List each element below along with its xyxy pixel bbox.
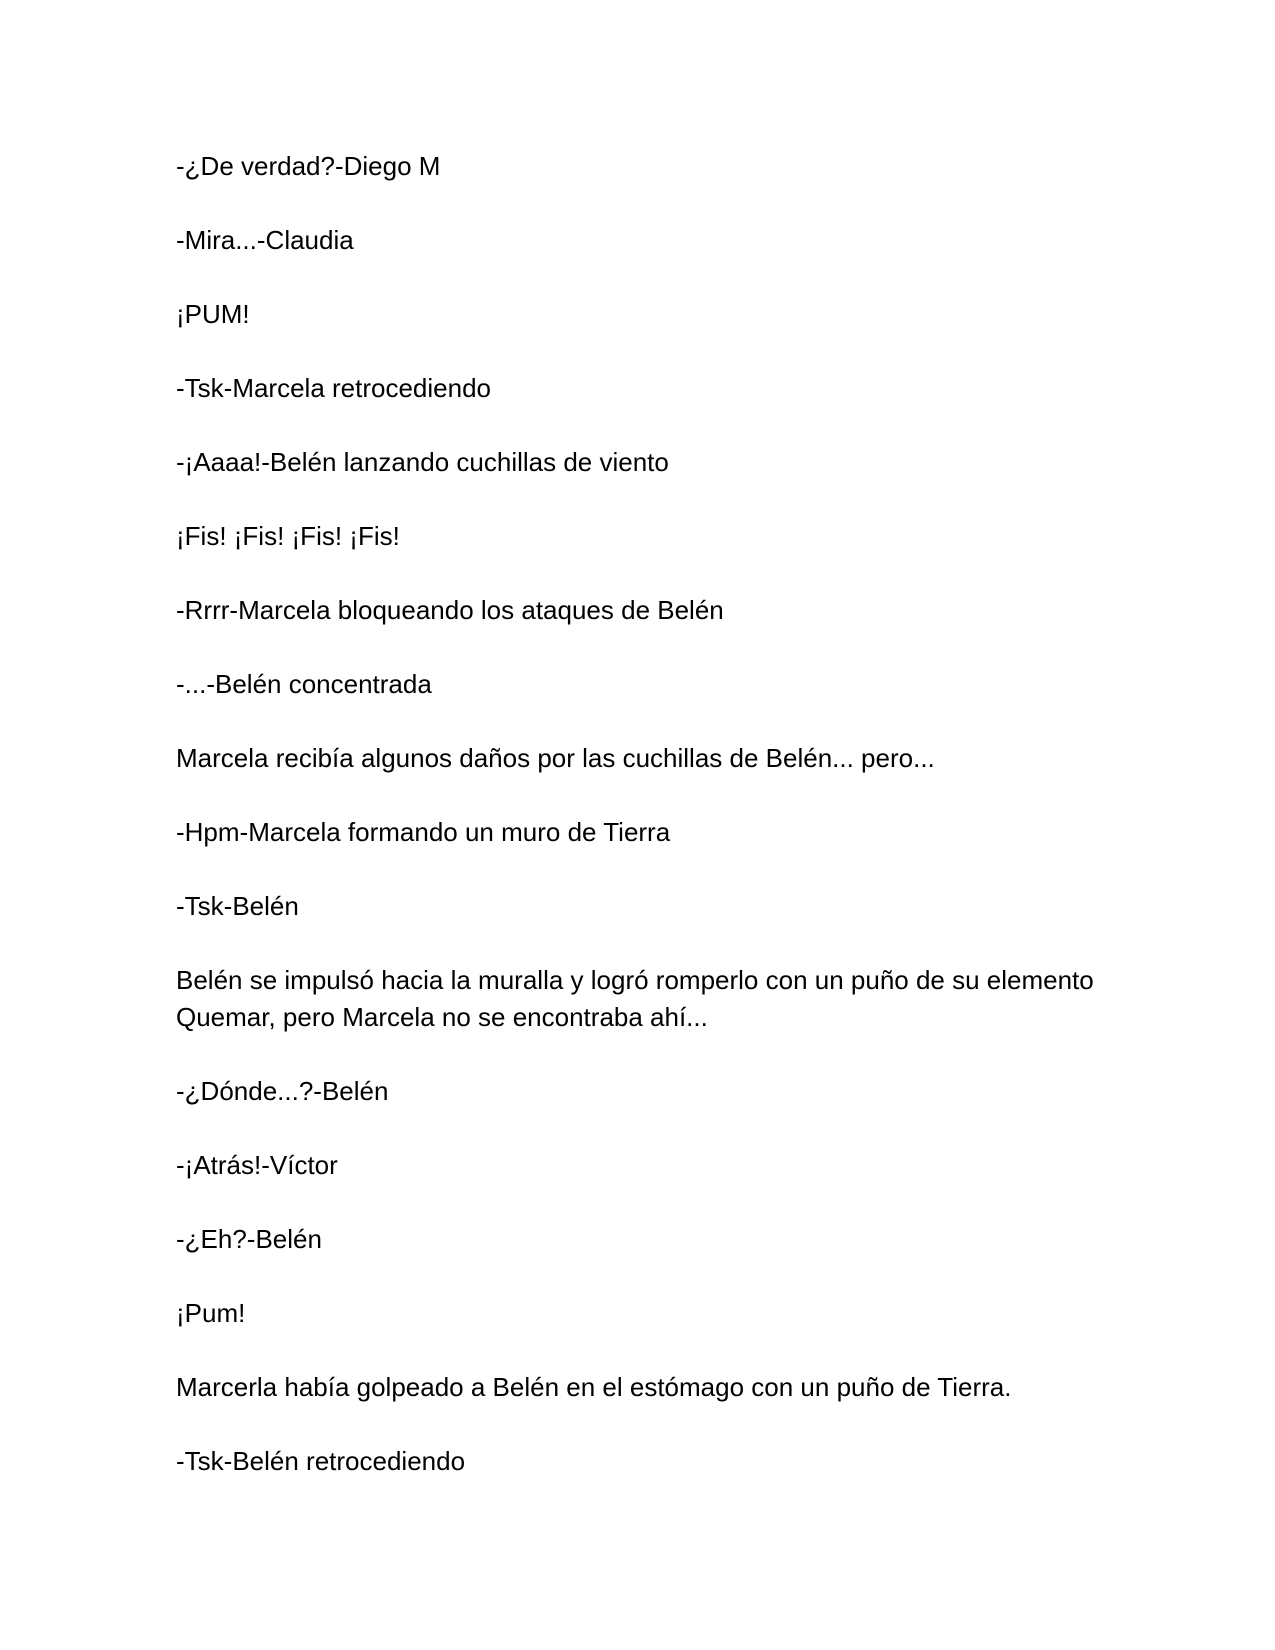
narration-paragraph: Marcela recibía algunos daños por las cuchillas de Belén... pero... (176, 743, 935, 773)
dialogue-line: -¿Dónde...?-Belén (176, 1076, 389, 1106)
dialogue-line: -Rrrr-Marcela bloqueando los ataques de Belén (176, 595, 724, 625)
dialogue-line: -Mira...-Claudia (176, 225, 354, 255)
dialogue-line: -Hpm-Marcela formando un muro de Tierra (176, 817, 671, 847)
sound-effect: ¡PUM! (176, 299, 250, 329)
narration-paragraph: Marcerla había golpeado a Belén en el estómago con un puño de Tierra. (176, 1372, 1012, 1402)
narration-paragraph: Belén se impulsó hacia la muralla y logró romperlo con un puño de su elemento Quemar, pero Marcela no se encontraba ahí... (176, 965, 1101, 1032)
sound-effect: ¡Pum! (176, 1298, 246, 1328)
dialogue-line: -¿Eh?-Belén (176, 1224, 322, 1254)
dialogue-line: -¡Atrás!-Víctor (176, 1150, 338, 1180)
dialogue-line: -¡Aaaa!-Belén lanzando cuchillas de viento (176, 447, 669, 477)
dialogue-line: -¿De verdad?-Diego M (176, 151, 441, 181)
dialogue-line: -...-Belén concentrada (176, 669, 432, 699)
document-page (176, 148, 1106, 1517)
dialogue-line: -Tsk-Marcela retrocediendo (176, 373, 492, 403)
dialogue-line: -Tsk-Belén retrocediendo (176, 1446, 466, 1476)
sound-effect: ¡Fis! ¡Fis! ¡Fis! ¡Fis! (176, 521, 400, 551)
dialogue-line: -Tsk-Belén (176, 891, 299, 921)
